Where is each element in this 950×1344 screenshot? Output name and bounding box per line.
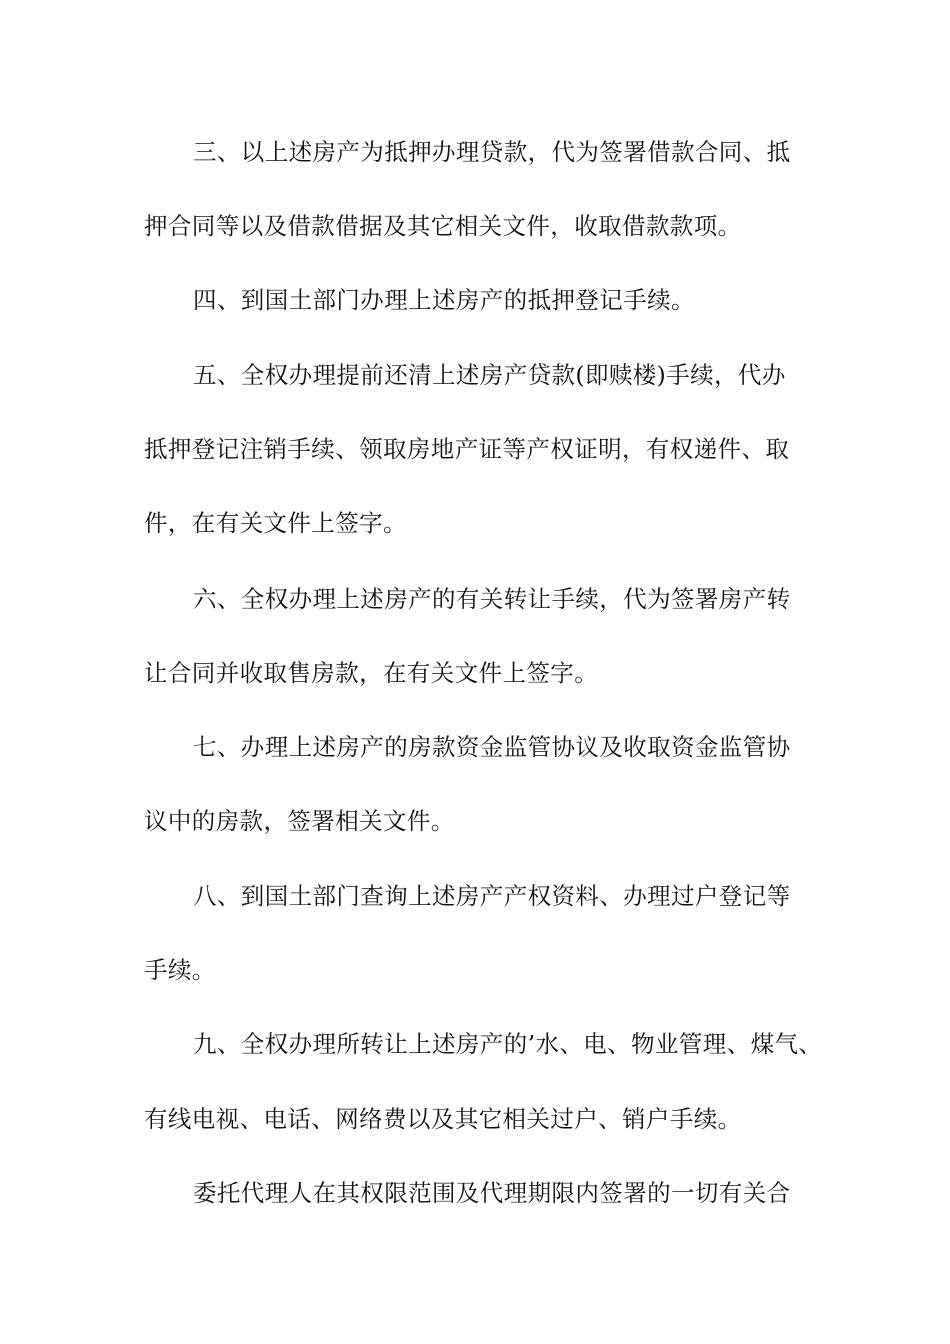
clause-6-line-2: 让合同并收取售房款，在有关文件上签字。 bbox=[144, 659, 599, 687]
clause-7-line-1: 七、办理上述房产的房款资金监管协议及收取资金监管协 bbox=[193, 733, 791, 761]
clause-9-line-1: 九、全权办理所转让上述房产的’水、电、物业管理、煤气、 bbox=[193, 1030, 823, 1058]
closing-paragraph-line-1: 委托代理人在其权限范围及代理期限内签署的一切有关合 bbox=[193, 1179, 791, 1207]
clause-7-line-2: 议中的房款，签署相关文件。 bbox=[144, 807, 455, 835]
clause-5-line-1: 五、全权办理提前还清上述房产贷款(即赎楼)手续，代办 bbox=[193, 361, 786, 389]
clause-4-line-1: 四、到国土部门办理上述房产的抵押登记手续。 bbox=[193, 286, 695, 314]
clause-3-line-2: 押合同等以及借款借据及其它相关文件，收取借款款项。 bbox=[144, 212, 742, 240]
clause-5-line-3: 件，在有关文件上签字。 bbox=[144, 509, 407, 537]
clause-9-line-2: 有线电视、电话、网络费以及其它相关过户、销户手续。 bbox=[144, 1105, 742, 1133]
clause-8-line-2: 手续。 bbox=[144, 956, 216, 984]
clause-5-line-2: 抵押登记注销手续、领取房地产证等产权证明，有权递件、取 bbox=[144, 435, 790, 463]
clause-8-line-1: 八、到国土部门查询上述房产产权资料、办理过户登记等 bbox=[193, 882, 791, 910]
clause-3-line-1: 三、以上述房产为抵押办理贷款，代为签署借款合同、抵 bbox=[193, 138, 791, 166]
clause-6-line-1: 六、全权办理上述房产的有关转让手续，代为签署房产转 bbox=[193, 585, 791, 613]
